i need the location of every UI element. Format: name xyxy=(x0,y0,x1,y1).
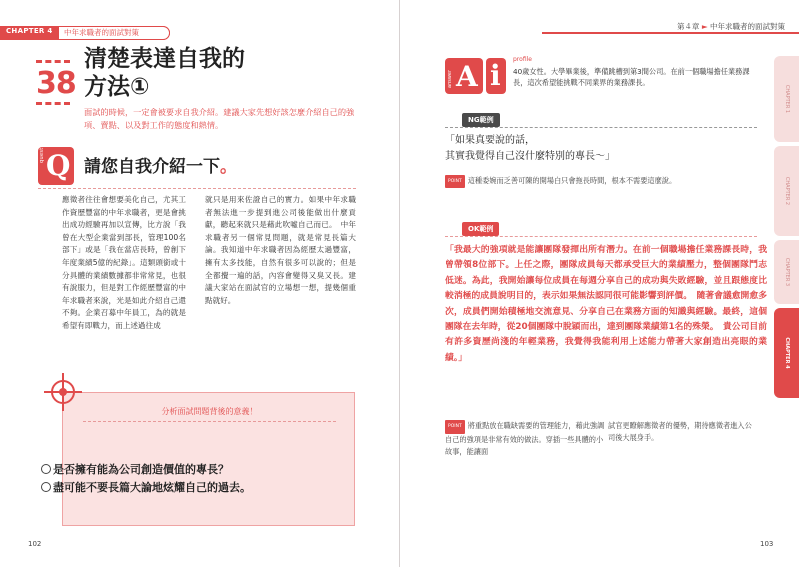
body-column-2: 就只是用來佐證自己的實力。如果中年求職者無法進一步提到進公司後能做出什麼貢獻，聽起來就只是藉此吹噓自己而已。 中年求職者另一個常見問題，就是常見長篇大論。我知道中年求職者因為經歷太過豐富，擁有太多技能，自然有很多可以說的；但是全都攪一遍的話，內容會變得又臭又長。建議大家站在面試官的立場想一想，提幾個重點就好。 xyxy=(205,195,356,305)
title-line-2: 方法① xyxy=(84,74,150,100)
divider xyxy=(83,421,336,422)
answer-badge xyxy=(445,58,483,94)
info-badge xyxy=(486,58,506,94)
ok-quote: 「我最大的強項就是能讓團隊發揮出所有潛力。在前一個職場擔任業務課長時，我曾帶領8位部下。上任之際，團隊成員每天都承受巨大的業績壓力，整個團隊鬥志低迷。為此，我開始讓每位成員在每週分享自己的成功與失敗經驗，並且跟態度比較消極的成員說明目的，表示如果無法認同很可能影響到評價。 隨著會議愈開愈多次，成員們開始積極地交流意見、分享自己在業務方面的知識與經驗。最終，這個團隊在去年時，從20個團隊中脫穎而出，達到團隊業績第1名的殊榮。 貴公司目前有許多資歷尚淺的年輕業務，我覺得我能利用上述能力帶著大家創造出亮眼的業績。」 xyxy=(445,245,767,363)
question-heading xyxy=(84,152,237,177)
question-badge xyxy=(38,138,74,185)
page-number: 102 xyxy=(28,540,42,548)
divider xyxy=(445,236,757,237)
info-letter: i xyxy=(490,59,501,92)
point-label: POINT xyxy=(445,420,465,434)
question-text: 請您自我介紹一下 xyxy=(84,157,220,177)
crosshair-icon xyxy=(44,373,82,411)
body-column-1: 應徵者往往會想要美化自己，尤其工作資歷豐富的中年求職者，更是會挑出成功經驗再加以宣傳，比方說「我曾在大型企業當到部長，管理100名部下」或是「我在當店長時，曾創下年度業績5億的紀錄」。這類頭銜或十分具體的業績數據都非常常見，也很有說服力，但是對工作經歷豐富的中年求職者來說，光是如此介紹自己還不夠。企業召募中年員工，為的就是希望有即戰力，而上述過往成 xyxy=(62,195,186,330)
question-small-label: question xyxy=(39,138,45,163)
ng-point: POINT 這種委婉而乏善可陳的開場白只會拖長時間，根本不需要這麼說。 xyxy=(445,175,745,188)
answer-small-label: answer xyxy=(447,69,453,88)
left-page xyxy=(0,0,399,567)
question-dot: 。 xyxy=(220,157,237,177)
ok-point-left: POINT 將重點放在職缺需要的管理能力，藉此強調自己的強項是非常有效的做法。穿插一些具體的小故事，能讓面 xyxy=(445,421,605,456)
analysis-box xyxy=(53,392,355,526)
analysis-item: 是否擁有能為公司創造價值的專長？ xyxy=(41,463,229,477)
analysis-item: 盡可能不要長篇大論地炫耀自己的過去。 xyxy=(41,481,251,495)
point-label: POINT xyxy=(445,175,465,188)
arrow-icon: ► xyxy=(701,22,708,31)
title-line-1: 清楚表達自我的 xyxy=(84,46,245,72)
divider xyxy=(36,102,70,105)
ng-quote: 「如果真要說的話， 其實我覺得自己沒什麼特別的專長～」 xyxy=(445,135,615,162)
ok-example-tag: OK範例 xyxy=(462,222,499,236)
divider xyxy=(542,32,799,34)
answer-letter: A xyxy=(456,60,478,93)
circle-icon xyxy=(41,482,51,492)
ng-example-tag: NG範例 xyxy=(462,113,500,127)
chapter-index-tab[interactable]: CHAPTER 2 xyxy=(774,146,799,236)
analysis-caption: 分析面試問題背後的意義！ xyxy=(161,407,258,416)
page-number: 103 xyxy=(760,540,774,548)
right-page xyxy=(399,0,799,567)
ok-point-right: 試官更瞭解應徵者的優勢，期待應徵者進入公司後大展身手。 xyxy=(608,421,752,442)
chapter-label: CHAPTER 4 xyxy=(6,27,53,35)
chapter-index-tab[interactable]: CHAPTER 1 xyxy=(774,56,799,142)
profile-label: profile xyxy=(513,56,532,63)
divider xyxy=(38,188,356,189)
page-title xyxy=(84,45,344,101)
circle-icon xyxy=(41,464,51,474)
chapter-title: 中年求職者的面試對策 xyxy=(58,26,170,40)
intro-text: 面試的時候，一定會被要求自我介紹。建議大家先想好該怎麼介紹自己的強項、賣點、以及對工作的態度和熱情。 xyxy=(84,107,355,130)
question-letter: Q xyxy=(46,149,71,182)
profile-text: 40歲女性。大學畢業後，準備跳槽到第3間公司。在前一個職場擔任業務課長，這次希望能挑戰不同業界的業務課長。 xyxy=(513,67,750,87)
chapter-index-tab[interactable]: CHAPTER 3 xyxy=(774,240,799,304)
running-header: 第４章 ► 中年求職者的面試對策 xyxy=(676,22,785,31)
divider xyxy=(36,60,70,63)
divider xyxy=(445,127,757,128)
chapter-index-tab-active[interactable]: CHAPTER 4 xyxy=(774,308,799,398)
chapter-tab xyxy=(0,26,170,40)
section-number: 38 xyxy=(36,66,76,101)
